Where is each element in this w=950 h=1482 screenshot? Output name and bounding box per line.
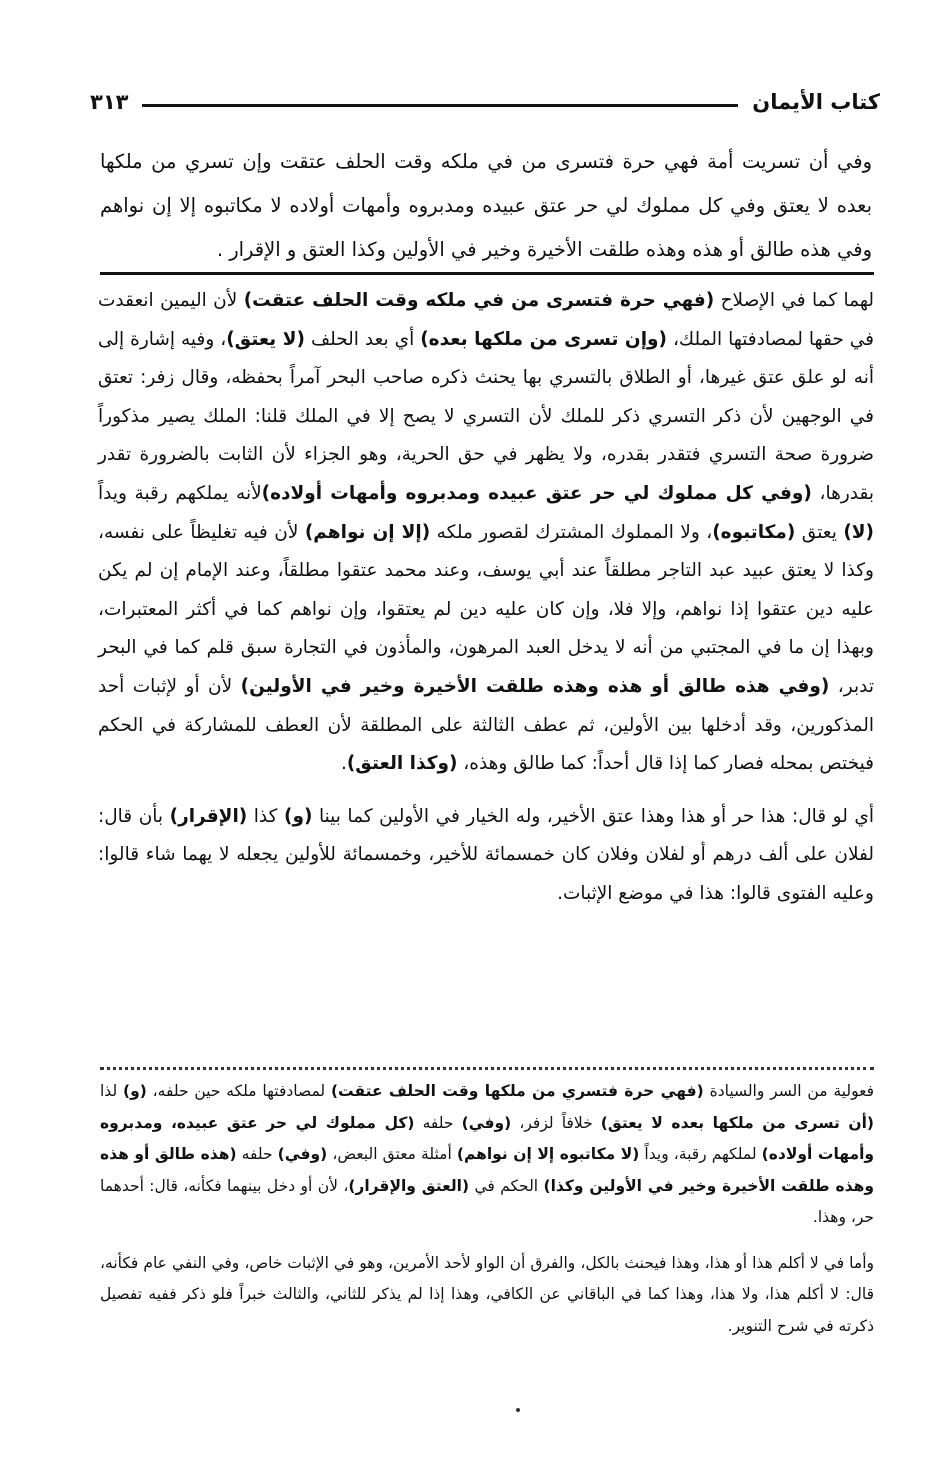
text-run: خلافاً لزفر، <box>511 1113 601 1132</box>
running-header <box>90 84 880 120</box>
bold-quoted-text: (لا يعتق) <box>226 328 305 350</box>
text-run: حلفه <box>236 1145 278 1163</box>
text-run: كذا <box>247 805 284 827</box>
matn-paragraph: وفي أن تسريت أمة فهي حرة فتسرى من في ملكه وقت الحلف عتقت وإن تسري من ملكها بعده لا يعتق وفي كل مملوك لي حر عتق عبيده ومدبروه وأمهات أولاده لا مكاتبوه إلا إن نواهم وفي هذه طالق أو هذه وهذه طلقت الأخيرة وخير في الأولين وكذا العتق و الإقرار . <box>100 150 872 261</box>
sharh-paragraph-1 <box>98 282 874 784</box>
text-run: ، لأن أو دخل بينهما فكأنه، قال: أحدهما حر، وهذا. <box>100 1176 874 1226</box>
text-run: أي بعد الحلف <box>305 328 421 350</box>
footnote-separator <box>100 1067 874 1070</box>
chapter-title: كتاب الأيمان <box>752 90 880 114</box>
page-number: ٣١٣ <box>90 90 129 114</box>
text-run: لأن اليمين انعقدت في حقها لمصادفتها الملك، <box>98 290 875 350</box>
text-run: لهما كما في الإصلاح <box>714 290 875 311</box>
sharh-paragraph-2 <box>98 798 874 914</box>
text-run: أمثلة معتق البعض، <box>327 1145 457 1163</box>
text-run: ، ولا المملوك المشترك لقصور ملكه <box>430 521 713 543</box>
bold-quoted-text: (وكذا العتق) <box>346 753 458 775</box>
bold-quoted-text: (العتق والإقرار) <box>348 1176 470 1195</box>
text-run: لذا <box>100 1082 124 1100</box>
bold-quoted-text: (لا مكاتبوه إلا إن نواهم) <box>456 1145 640 1163</box>
hashiya-footnotes <box>100 1076 874 1342</box>
bold-quoted-text: (لا) <box>843 521 874 543</box>
bold-quoted-text: (وفي) <box>461 1113 512 1132</box>
matn-separator <box>100 272 874 275</box>
bold-quoted-text: (فهي حرة فتسري من ملكها وقت الحلف عتقت) <box>330 1082 704 1100</box>
bold-quoted-text: (وفي كل مملوك لي حر عتق عبيده ومدبروه وأمهات أولاده) <box>261 482 812 504</box>
text-run: لمصادفتها ملكه حين حلفه، <box>146 1082 331 1100</box>
text-run: لأنه يملكهم رقبة ويداً <box>98 482 262 504</box>
text-run: يعتق <box>795 521 844 543</box>
text-run: لملكهم رقبة، ويداً <box>639 1145 762 1163</box>
bold-quoted-text: (وفي) <box>277 1145 328 1163</box>
page-dot-mark <box>516 1408 520 1412</box>
bold-quoted-text: (هذه طالق أو هذه وهذه طلقت الأخيرة وخير في الأولين وكذا) <box>100 1145 874 1195</box>
text-run: لأن فيه تغليظاً على نفسه، وكذا لا يعتق عبيد عبد التاجر مطلقاً عند أبي يوسف، وعند محمد عتقوا مطلقاً، وعند الإمام إن لم يكن عليه دين عتقوا إذا نواهم، وإلا فلا، وإن كان عليه دين لم يعتقوا، وإن نواهم كما في أكثر المعتبرات، وبهذا إن ما في المجتبي من أنه لا يدخل العبد المرهون، والمأذون في التجارة سبق قلم كما في البحر تدبر، <box>98 521 874 697</box>
hashiya-paragraph-1 <box>100 1076 874 1234</box>
hashiya-paragraph-2: وأما في لا أكلم هذا أو هذا، وهذا فيحنث بالكل، والفرق أن الواو لأحد الأمرين، وهو في الإثبات خاص، وفي النفي عام فكأنه، قال: لا أكلم هذا، ولا هذا، وهذا كما في الباقاني عن الكافي، وهذا إذا لم يذكر للثاني، والثالث خبراً فلو ذكر ففيه تفصيل ذكرته في شرح التنوير. <box>100 1253 874 1335</box>
text-run: أي لو قال: هذا حر أو هذا وهذا عتق الأخير، وله الخيار في الأولين كما بينا <box>312 805 875 827</box>
sharh-commentary <box>98 282 874 914</box>
text-run: فعولية من السر والسيادة <box>703 1082 874 1100</box>
bold-quoted-text: (فهي حرة فتسرى من في ملكه وقت الحلف عتقت) <box>243 290 715 311</box>
bold-quoted-text: (و) <box>283 805 313 827</box>
bold-quoted-text: (كل مملوك لي حر عتق عبيده، ومدبروه وأمهات أولاده) <box>100 1113 875 1163</box>
text-run: ، وفيه إشارة إلى أنه لو علق عتق غيرها، أو الطلاق بالتسري بها يحنث ذكره صاحب البحر آمراً بحفظه، وقال زفر: تعتق في الوجهين لأن ذكر التسري ذكر للملك لأن التسري لا يصح إلا في الملك قلنا: الملك يصير مذكوراً ضرورة صحة التسري فتقدر بقدره، ولا يظهر في حق الحرية، وهو الجزاء لأن الثابت بالضرورة تقدر بقدرها، <box>98 328 874 504</box>
bold-quoted-text: (مكاتبوه) <box>712 521 796 543</box>
text-run: حلفه <box>414 1113 462 1132</box>
bold-quoted-text: (و) <box>123 1082 147 1100</box>
bold-quoted-text: (الإقرار) <box>169 805 248 827</box>
matn-text <box>100 140 872 272</box>
header-rule <box>142 104 738 107</box>
bold-quoted-text: (وإن تسرى من ملكها بعده) <box>420 328 668 350</box>
text-run: الحكم في <box>469 1176 544 1195</box>
text-run: . <box>340 753 347 775</box>
bold-quoted-text: (إلا إن نواهم) <box>304 521 431 543</box>
bold-quoted-text: (أن تسرى من ملكها بعده لا يعتق) <box>600 1113 875 1132</box>
text-run: لأن أو لإثبات أحد المذكورين، وقد أدخلها بين الأولين، ثم عطف الثالثة على المطلقة لأن العطف للمشاركة في الحكم فيختص بمحله فصار كما إذا قال أحداً: كما طالق وهذه، <box>98 675 874 775</box>
bold-quoted-text: (وفي هذه طالق أو هذه وهذه طلقت الأخيرة وخير في الأولين) <box>240 675 830 697</box>
text-run: بأن قال: لفلان على ألف درهم أو لفلان وفلان كان خمسمائة للأخير، وخمسمائة للأولين يجعله لا يهما شاء قالوا: وعليه الفتوى قالوا: هذا في موضع الإثبات. <box>98 805 874 904</box>
